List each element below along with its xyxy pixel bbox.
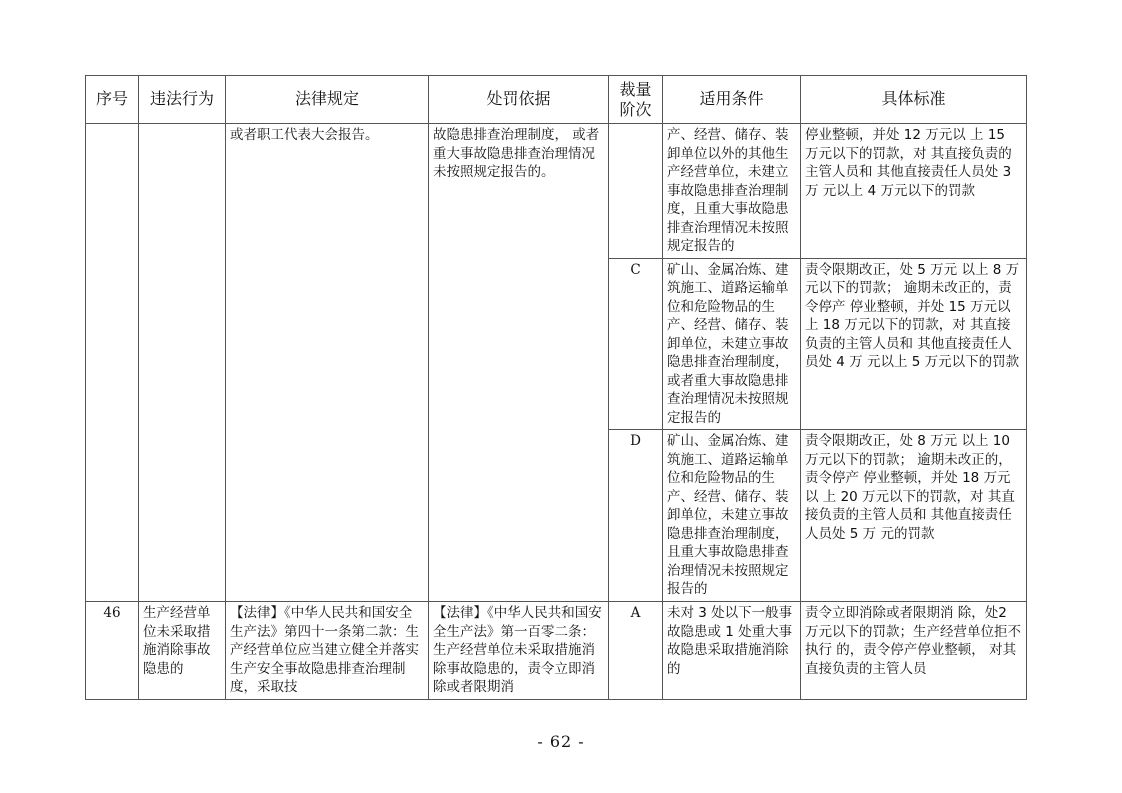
page-number: - 62 - [537, 732, 585, 751]
table-row [86, 124, 1027, 259]
law-cell: 或者职工代表大会报告。 [226, 124, 429, 602]
level-cell-empty [609, 124, 663, 259]
level-cell: A [609, 602, 663, 700]
level-cell: D [609, 430, 663, 602]
condition-cell: 矿山、金属冶炼、建筑施工、道路运输单位和危险物品的生产、经营、储存、装卸单位，未建立事故隐患排查治理制度，且重大事故隐患排查治理情况未按照规定报告的 [663, 430, 801, 602]
header-basis: 处罚依据 [429, 76, 609, 124]
header-standard: 具体标准 [801, 76, 1027, 124]
header-law: 法律规定 [226, 76, 429, 124]
seq-cell: 46 [86, 602, 139, 700]
standard-cell: 责令限期改正，处 8 万元 以上 10 万元以下的罚款； 逾期未改正的，责令停产 停业整顿，并处 18 万元以 上 20 万元以下的罚款，对 其直接负责的主管人员和 其他直接责任人员处 5 万 元的罚款 [801, 430, 1027, 602]
behavior-cell: 生产经营单位未采取措施消除事故隐患的 [139, 602, 226, 700]
basis-cell: 【法律】《中华人民共和国安全生产法》第一百零二条：生产经营单位未采取措施消除事故隐患的，责令立即消除或者限期消 [429, 602, 609, 700]
standard-cell: 停业整顿，并处 12 万元以 上 15 万元以下的罚款，对 其直接负责的主管人员和 其他直接责任人员处 3 万 元以上 4 万元以下的罚款 [801, 124, 1027, 259]
basis-cell: 故隐患排查治理制度， 或者重大事故隐患排查治理情况未按照规定报告的。 [429, 124, 609, 602]
condition-cell: 矿山、金属冶炼、建筑施工、道路运输单位和危险物品的生产、经营、储存、装卸单位，未建立事故隐患排查治理制度，或者重大事故隐患排查治理情况未按照规定报告的 [663, 258, 801, 430]
penalty-standard-table [85, 75, 1027, 700]
seq-cell-empty [86, 124, 139, 602]
law-cell: 【法律】《中华人民共和国安全生产法》第四十一条第二款：生产经营单位应当建立健全并落实生产安全事故隐患排查治理制度，采取技 [226, 602, 429, 700]
header-seq: 序号 [86, 76, 139, 124]
condition-cell: 产、经营、储存、装卸单位以外的其他生产经营单位，未建立事故隐患排查治理制度，且重大事故隐患排查治理情况未按照规定报告的 [663, 124, 801, 259]
condition-cell: 未对 3 处以下一般事故隐患或 1 处重大事故隐患采取措施消除的 [663, 602, 801, 700]
header-level: 裁量阶次 [609, 76, 663, 124]
header-row [86, 76, 1027, 124]
standard-cell: 责令立即消除或者限期消 除，处2 万元以下的罚款；生产经营单位拒不执行 的，责令停产停业整顿， 对其直接负责的主管人员 [801, 602, 1027, 700]
header-behavior: 违法行为 [139, 76, 226, 124]
header-condition: 适用条件 [663, 76, 801, 124]
level-cell: C [609, 258, 663, 430]
behavior-cell-empty [139, 124, 226, 602]
table-row [86, 602, 1027, 700]
standard-cell: 责令限期改正，处 5 万元 以上 8 万元以下的罚款； 逾期未改正的，责令停产 停业整顿，并处 15 万元以 上 18 万元以下的罚款，对 其直接负责的主管人员和 其他直接责任人员处 4 万 元以上 5 万元以下的罚款 [801, 258, 1027, 430]
